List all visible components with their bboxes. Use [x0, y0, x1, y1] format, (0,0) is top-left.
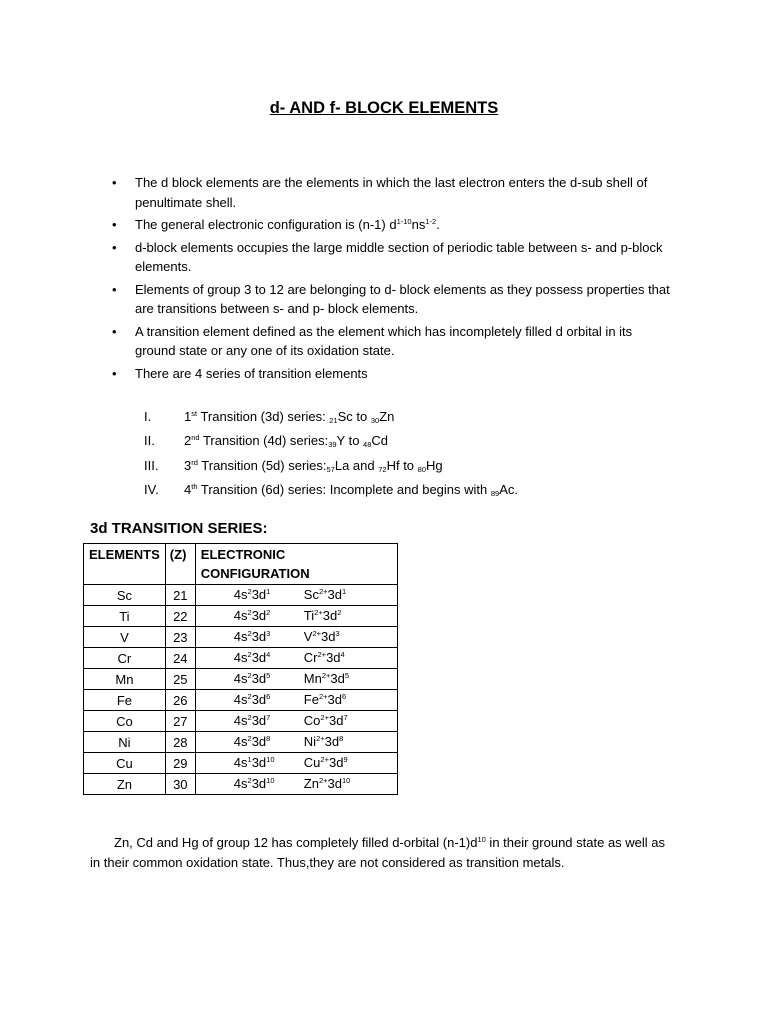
ion-configuration: $Cr^{2+}3d^4$ — [303, 650, 345, 665]
atomic-number: 26 — [165, 690, 195, 711]
element-symbol: Zn — [84, 774, 166, 795]
bullet-text: The d block elements are the elements in which the last electron enters the d-sub shell of penultimate shell. — [135, 175, 648, 210]
table-row — [84, 669, 398, 690]
atomic-number: 28 — [165, 732, 195, 753]
header-elements: ELEMENTS — [84, 544, 166, 585]
table-row — [84, 606, 398, 627]
table-row — [84, 732, 398, 753]
bullet-item — [112, 280, 672, 319]
atom-configuration: $4s^23d^8$ — [233, 734, 271, 749]
bullet-text: There are 4 series of transition elements — [135, 365, 368, 381]
atomic-number: 24 — [165, 648, 195, 669]
series-text: 2nd Transition (4d) $series:_{39}Y$ to $_{48}$Cd — [184, 433, 389, 450]
bullet-text: The general electronic configuration is (n-1) $d^{1-10}ns^{1-2}$. — [135, 217, 440, 232]
table-heading: 3d TRANSITION SERIES: — [90, 520, 268, 537]
table-body — [84, 585, 398, 795]
configuration-table — [83, 543, 398, 795]
element-symbol: Cu — [84, 753, 166, 774]
configuration-cell — [195, 669, 397, 690]
atom-configuration: $4s^23d^1$ — [233, 587, 271, 602]
series-text: 1st Transition (3d) series: $_{21}$Sc to $_{30}$Zn — [184, 409, 395, 425]
ion-configuration: $Ni^{2+}3d^8$ — [303, 734, 344, 749]
ion-configuration: $V^{2+}3d^3$ — [303, 629, 340, 644]
series-number: IV. — [144, 481, 159, 497]
element-symbol: Ti — [84, 606, 166, 627]
configuration-cell — [195, 774, 397, 795]
document-title: d- AND f- BLOCK ELEMENTS — [269, 99, 499, 117]
atom-configuration: $4s^23d^4$ — [233, 650, 271, 665]
atom-configuration: $4s^23d^7$ — [233, 713, 271, 728]
configuration-cell — [195, 690, 397, 711]
atomic-number: 23 — [165, 627, 195, 648]
table-header-row — [84, 544, 398, 585]
table-row — [84, 753, 398, 774]
header-z: (Z) — [165, 544, 195, 585]
atom-configuration: $4s^23d^2$ — [233, 608, 271, 623]
bullet-item — [112, 215, 672, 235]
table-row — [84, 774, 398, 795]
ion-configuration: $Sc^{2+}3d^1$ — [303, 587, 347, 602]
atom-configuration: $4s^23d^6$ — [233, 692, 271, 707]
ion-configuration: $Zn^{2+}3d^{10}$ — [303, 776, 351, 791]
closing-paragraph: Zn, Cd and Hg of group 12 has completely filled d-orbital $(n-1)d^{10}$ in their ground state as well as in their common oxidation state. Thus,they are not considered as transition metals. — [90, 835, 666, 870]
series-text: 4th Transition (6d) series: Incomplete and begins with $_{89}$Ac. — [184, 481, 519, 498]
configuration-cell — [195, 711, 397, 732]
atomic-number: 30 — [165, 774, 195, 795]
bullet-text: d-block elements occupies the large middle section of periodic table between s- and p-block elements. — [135, 239, 663, 274]
atom-configuration: $4s^13d^{10}$ — [233, 755, 275, 770]
bullet-item — [112, 364, 672, 384]
atomic-number: 27 — [165, 711, 195, 732]
atomic-number: 29 — [165, 753, 195, 774]
atomic-number: 25 — [165, 669, 195, 690]
table-row — [84, 627, 398, 648]
table-row — [84, 648, 398, 669]
ion-configuration: $Co^{2+}3d^7$ — [303, 713, 348, 728]
bullet-text: Elements of group 3 to 12 are belonging to d- block elements as they possess properties that are transitions between s- and p- block elements. — [135, 281, 670, 316]
series-number: II. — [144, 433, 155, 449]
atom-configuration: $4s^23d^{10}$ — [233, 776, 275, 791]
configuration-cell — [195, 753, 397, 774]
element-symbol: Sc — [84, 585, 166, 606]
series-number: III. — [144, 457, 159, 473]
configuration-cell — [195, 627, 397, 648]
element-symbol: Cr — [84, 648, 166, 669]
atomic-number: 22 — [165, 606, 195, 627]
ion-configuration: $Mn^{2+}3d^5$ — [303, 671, 350, 686]
atomic-number: 21 — [165, 585, 195, 606]
ion-configuration: $Ti^{2+}3d^2$ — [303, 608, 342, 623]
bullet-text: A transition element defined as the element which has incompletely filled d orbital in its ground state or any one of its oxidation state. — [135, 323, 633, 358]
bullet-list — [112, 173, 672, 386]
bullet-item — [112, 322, 672, 361]
series-number: I. — [144, 409, 152, 424]
bullet-item — [112, 173, 672, 212]
element-symbol: Co — [84, 711, 166, 732]
configuration-cell — [195, 585, 397, 606]
header-configuration: ELECTRONIC CONFIGURATION — [195, 544, 397, 585]
table-row — [84, 690, 398, 711]
element-symbol: Fe — [84, 690, 166, 711]
table-row — [84, 711, 398, 732]
ion-configuration: $Cu^{2+}3d^9$ — [303, 755, 348, 770]
atom-configuration: $4s^23d^3$ — [233, 629, 271, 644]
element-symbol: Mn — [84, 669, 166, 690]
element-symbol: V — [84, 627, 166, 648]
atom-configuration: $4s^23d^5$ — [233, 671, 271, 686]
bullet-item — [112, 238, 672, 277]
ion-configuration: $Fe^{2+}3d^6$ — [303, 692, 347, 707]
element-symbol: Ni — [84, 732, 166, 753]
configuration-cell — [195, 606, 397, 627]
configuration-cell — [195, 732, 397, 753]
table-row — [84, 585, 398, 606]
configuration-cell — [195, 648, 397, 669]
series-text: 3rd Transition (5d) $series:_{57}La$ and $_{72}$Hf to $_{80}$Hg — [184, 457, 443, 474]
